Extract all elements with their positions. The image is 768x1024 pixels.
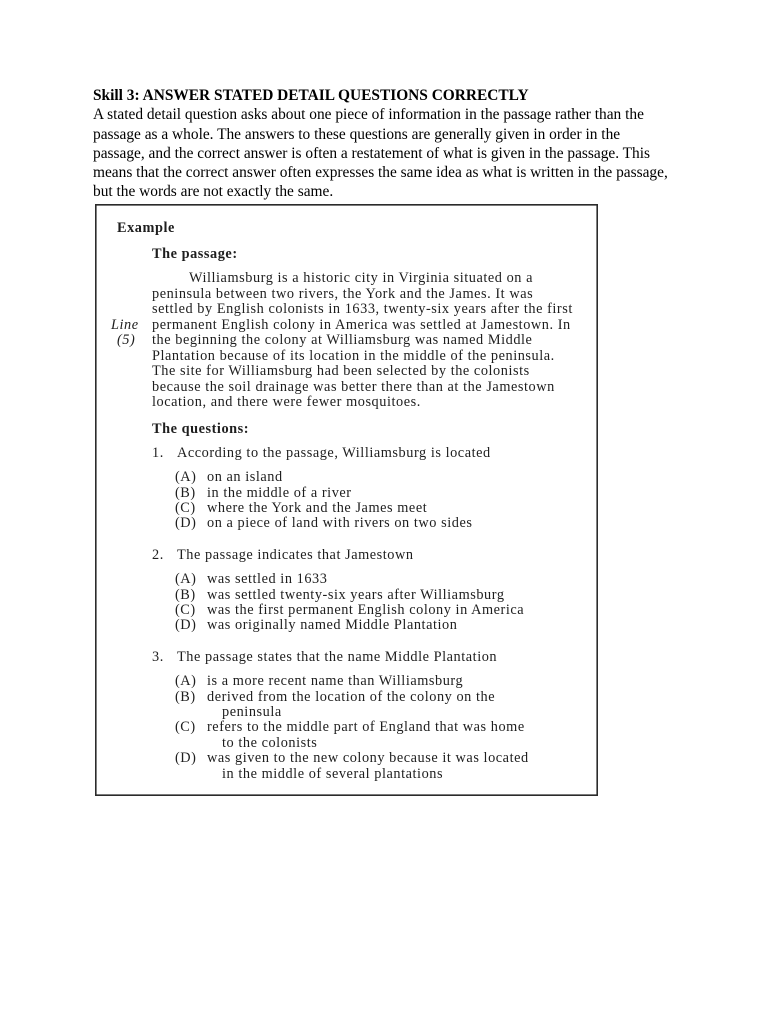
question-stem: The passage indicates that Jamestown [177, 547, 414, 563]
question-stem: According to the passage, Williamsburg is located [177, 445, 491, 461]
answer-options [95, 674, 598, 782]
answer-option [95, 588, 598, 603]
passage-line: because the soil drainage was better there than at the Jamestown [152, 378, 555, 395]
option-letter: (D) [175, 515, 197, 532]
line-marker: Line [111, 316, 139, 333]
option-text: refers to the middle part of England that was home [207, 719, 525, 736]
document-text [93, 86, 668, 202]
passage-line: Plantation because of its location in the middle of the peninsula. [152, 347, 555, 364]
answer-option [95, 720, 598, 751]
answer-option [95, 470, 598, 485]
questions-heading: The questions: [152, 421, 250, 437]
passage-line: settled by English colonists in 1633, twenty-six years after the first [152, 301, 573, 317]
option-letter: (D) [175, 750, 197, 767]
question-2 [95, 547, 598, 634]
passage-line: Williamsburg is a historic city in Virginia situated on a [189, 270, 534, 286]
answer-option [95, 674, 598, 689]
option-letter: (D) [175, 617, 197, 634]
question-3 [95, 649, 598, 782]
option-letter: (C) [175, 719, 196, 736]
option-letter: (C) [175, 500, 196, 517]
answer-option [95, 516, 598, 531]
answer-option [95, 486, 598, 501]
question-number: 2. [152, 547, 164, 563]
passage-line: the beginning the colony at Williamsburg was named Middle [152, 332, 533, 348]
example-box [95, 204, 598, 796]
answer-option [95, 603, 598, 618]
example-label: Example [117, 220, 175, 236]
question-stem: The passage states that the name Middle Plantation [177, 649, 498, 665]
passage-text [152, 271, 573, 411]
passage-line: The site for Williamsburg had been selected by the colonists [152, 363, 530, 379]
intro-line: means that the correct answer often expresses the same idea as what is written in the passage, [93, 164, 668, 182]
option-letter: (B) [175, 586, 196, 603]
question-1 [95, 445, 598, 532]
option-text: was settled twenty-six years after Williamsburg [207, 586, 505, 603]
intro-line: but the words are not exactly the same. [93, 183, 334, 201]
answer-option [95, 501, 598, 516]
option-text: was given to the new colony because it was located [207, 750, 529, 767]
option-letter: (A) [175, 571, 197, 588]
answer-option [95, 751, 598, 782]
answer-options [95, 470, 598, 532]
intro-line: passage, and the correct answer is often a restatement of what is given in the passage. This [93, 144, 651, 162]
option-letter: (C) [175, 602, 196, 619]
option-text: where the York and the James meet [207, 500, 428, 517]
answer-options [95, 572, 598, 634]
option-text-continued: to the colonists [222, 734, 318, 751]
answer-option [95, 690, 598, 721]
line-number: (5) [117, 332, 136, 348]
option-text: on a piece of land with rivers on two sides [207, 515, 473, 532]
option-text: is a more recent name than Williamsburg [207, 673, 464, 690]
question-number: 1. [152, 445, 164, 461]
option-text: was the first permanent English colony in America [207, 602, 525, 619]
option-text: on an island [207, 469, 283, 486]
passage-line: peninsula between two rivers, the York and the James. It was [152, 285, 534, 302]
section-heading: Skill 3: ANSWER STATED DETAIL QUESTIONS CORRECTLY [93, 87, 529, 104]
passage-line: permanent English colony in America was settled at Jamestown. In [152, 316, 571, 333]
option-letter: (B) [175, 484, 196, 501]
option-text: in the middle of a river [207, 484, 352, 501]
question-number: 3. [152, 649, 164, 665]
passage-line: location, and there were fewer mosquitoes. [152, 394, 421, 410]
option-letter: (B) [175, 688, 196, 705]
option-text-continued: in the middle of several plantations [222, 765, 444, 782]
option-text-continued: peninsula [222, 704, 282, 721]
option-letter: (A) [175, 673, 197, 690]
option-text: derived from the location of the colony on the [207, 688, 496, 705]
answer-option [95, 572, 598, 587]
intro-line: passage as a whole. The answers to these questions are generally given in order in the [93, 125, 621, 143]
option-text: was settled in 1633 [207, 571, 328, 588]
passage-heading: The passage: [152, 246, 238, 262]
answer-option [95, 618, 598, 633]
option-text: was originally named Middle Plantation [207, 617, 458, 634]
intro-line: A stated detail question asks about one piece of information in the passage rather than the [93, 106, 644, 124]
option-letter: (A) [175, 469, 197, 486]
